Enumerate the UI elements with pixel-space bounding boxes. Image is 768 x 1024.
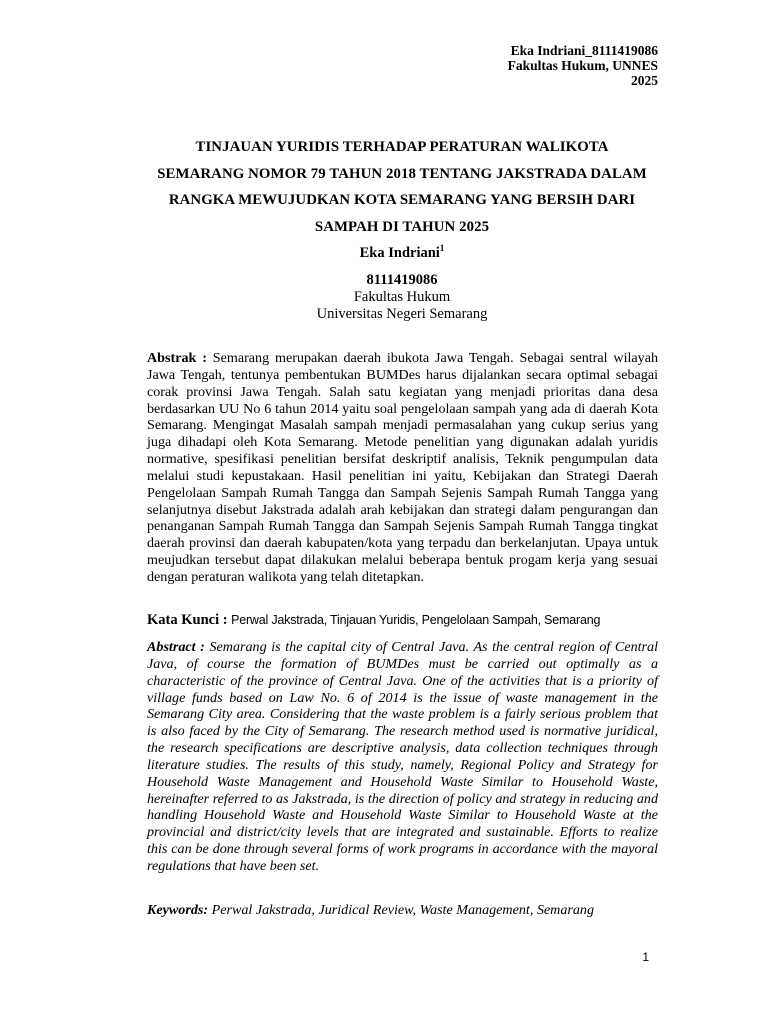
abstract-text: Semarang merupakan daerah ibukota Jawa Tengah. Sebagai sentral wilayah Jawa Tengah, tentunya pembentukan BUMDes harus dijalankan secara optimal sebagai corak provinsi Jawa Tengah. Salah satu kegiatan yang menjadi prioritas dana desa berdasarkan UU No 6 tahun 2014 yaitu soal pengelolaan sampah yang ada di daerah Kota Semarang. Mengingat Masalah sampah menjadi permasalahan yang cukup serius yang juga dihadapi oleh Kota Semarang. Metode penelitian yang digunakan adalah yuridis normative, spesifikasi penelitian bersifat deskriptif analisis, Teknik pengumpulan data melalui studi kepustakaan. Hasil penelitian ini yaitu, Kebijakan dan Strategi Daerah Pengelolaan Sampah Rumah Tangga dan Sampah Sejenis Sampah Rumah Tangga yang selanjutnya disebut Jakstrada adalah arah kebijakan dan strategi dalam pengurangan dan penanganan Sampah Rumah Tangga dan Sampah Sejenis Sampah Rumah Tangga tingkat daerah provinsi dan daerah kabupaten/kota yang terpadu dan berkelanjutan. Upaya untuk meujudkan tersebut dapat dilakukan melalui beberapa bentuk progam kerja yang sesuai dengan peraturan walikota yang telah ditetapkan.	[147, 350, 658, 585]
author-block	[110, 245, 694, 323]
keywords-label: Kata Kunci :	[147, 612, 228, 628]
author-university: Universitas Negeri Semarang	[316, 306, 488, 322]
author-footnote-mark: 1	[439, 243, 445, 254]
page-number: 1	[642, 950, 649, 964]
paper-title	[110, 134, 694, 240]
title-line: SAMPAH DI TAHUN 2025	[314, 218, 490, 235]
header-faculty-line: Fakultas Hukum, UNNES	[507, 58, 658, 73]
abstract-english	[147, 639, 658, 875]
author-student-id: 8111419086	[366, 272, 438, 288]
title-line: SEMARANG NOMOR 79 TAHUN 2018 TENTANG JAKSTRADA DALAM	[157, 165, 647, 182]
keywords-text: Perwal Jakstrada, Tinjauan Yuridis, Pengelolaan Sampah, Semarang	[231, 613, 601, 627]
abstract-en-label: Abstract :	[147, 639, 205, 655]
abstract-label: Abstrak :	[147, 350, 207, 366]
keywords-en-label: Keywords:	[147, 902, 209, 918]
keywords-english	[147, 902, 667, 919]
author-name-text: Eka Indriani	[359, 245, 440, 261]
abstract-indonesian	[147, 350, 658, 586]
author-faculty: Fakultas Hukum	[353, 289, 451, 305]
header-author-line: Eka Indriani_8111419086	[510, 43, 658, 58]
running-header	[508, 43, 658, 88]
header-year-line: 2025	[631, 73, 658, 88]
title-line: TINJAUAN YURIDIS TERHADAP PERATURAN WALIKOTA	[195, 139, 609, 155]
keywords-en-text: Perwal Jakstrada, Juridical Review, Waste Management, Semarang	[211, 902, 595, 918]
title-line: RANGKA MEWUJUDKAN KOTA SEMARANG YANG BERSIH DARI	[168, 192, 636, 208]
author-name	[110, 245, 694, 262]
abstract-en-text: Semarang is the capital city of Central Java. As the central region of Central Java, of course the formation of BUMDes must be carried out optimally as a characteristic of the province of Central Java. One of the activities that is a priority of village funds based on Law No. 6 of 2014 is the issue of waste management in the Semarang City area. Considering that the waste problem is a fairly serious problem that is also faced by the City of Semarang. The research method used is normative juridical, the research specifications are descriptive analysis, data collection techniques through literature studies. The results of this study, namely, Regional Policy and Strategy for Household Waste Management and Household Waste Similar to Household Waste, hereinafter referred to as Jakstrada, is the direction of policy and strategy in reducing and handling Household Waste and Household Waste Similar to Household Waste at the provincial and district/city levels that are integrated and sustainable. Efforts to realize this can be done through several forms of work programs in accordance with the mayoral regulations that have been set.	[147, 639, 658, 874]
keywords-indonesian	[147, 612, 667, 629]
